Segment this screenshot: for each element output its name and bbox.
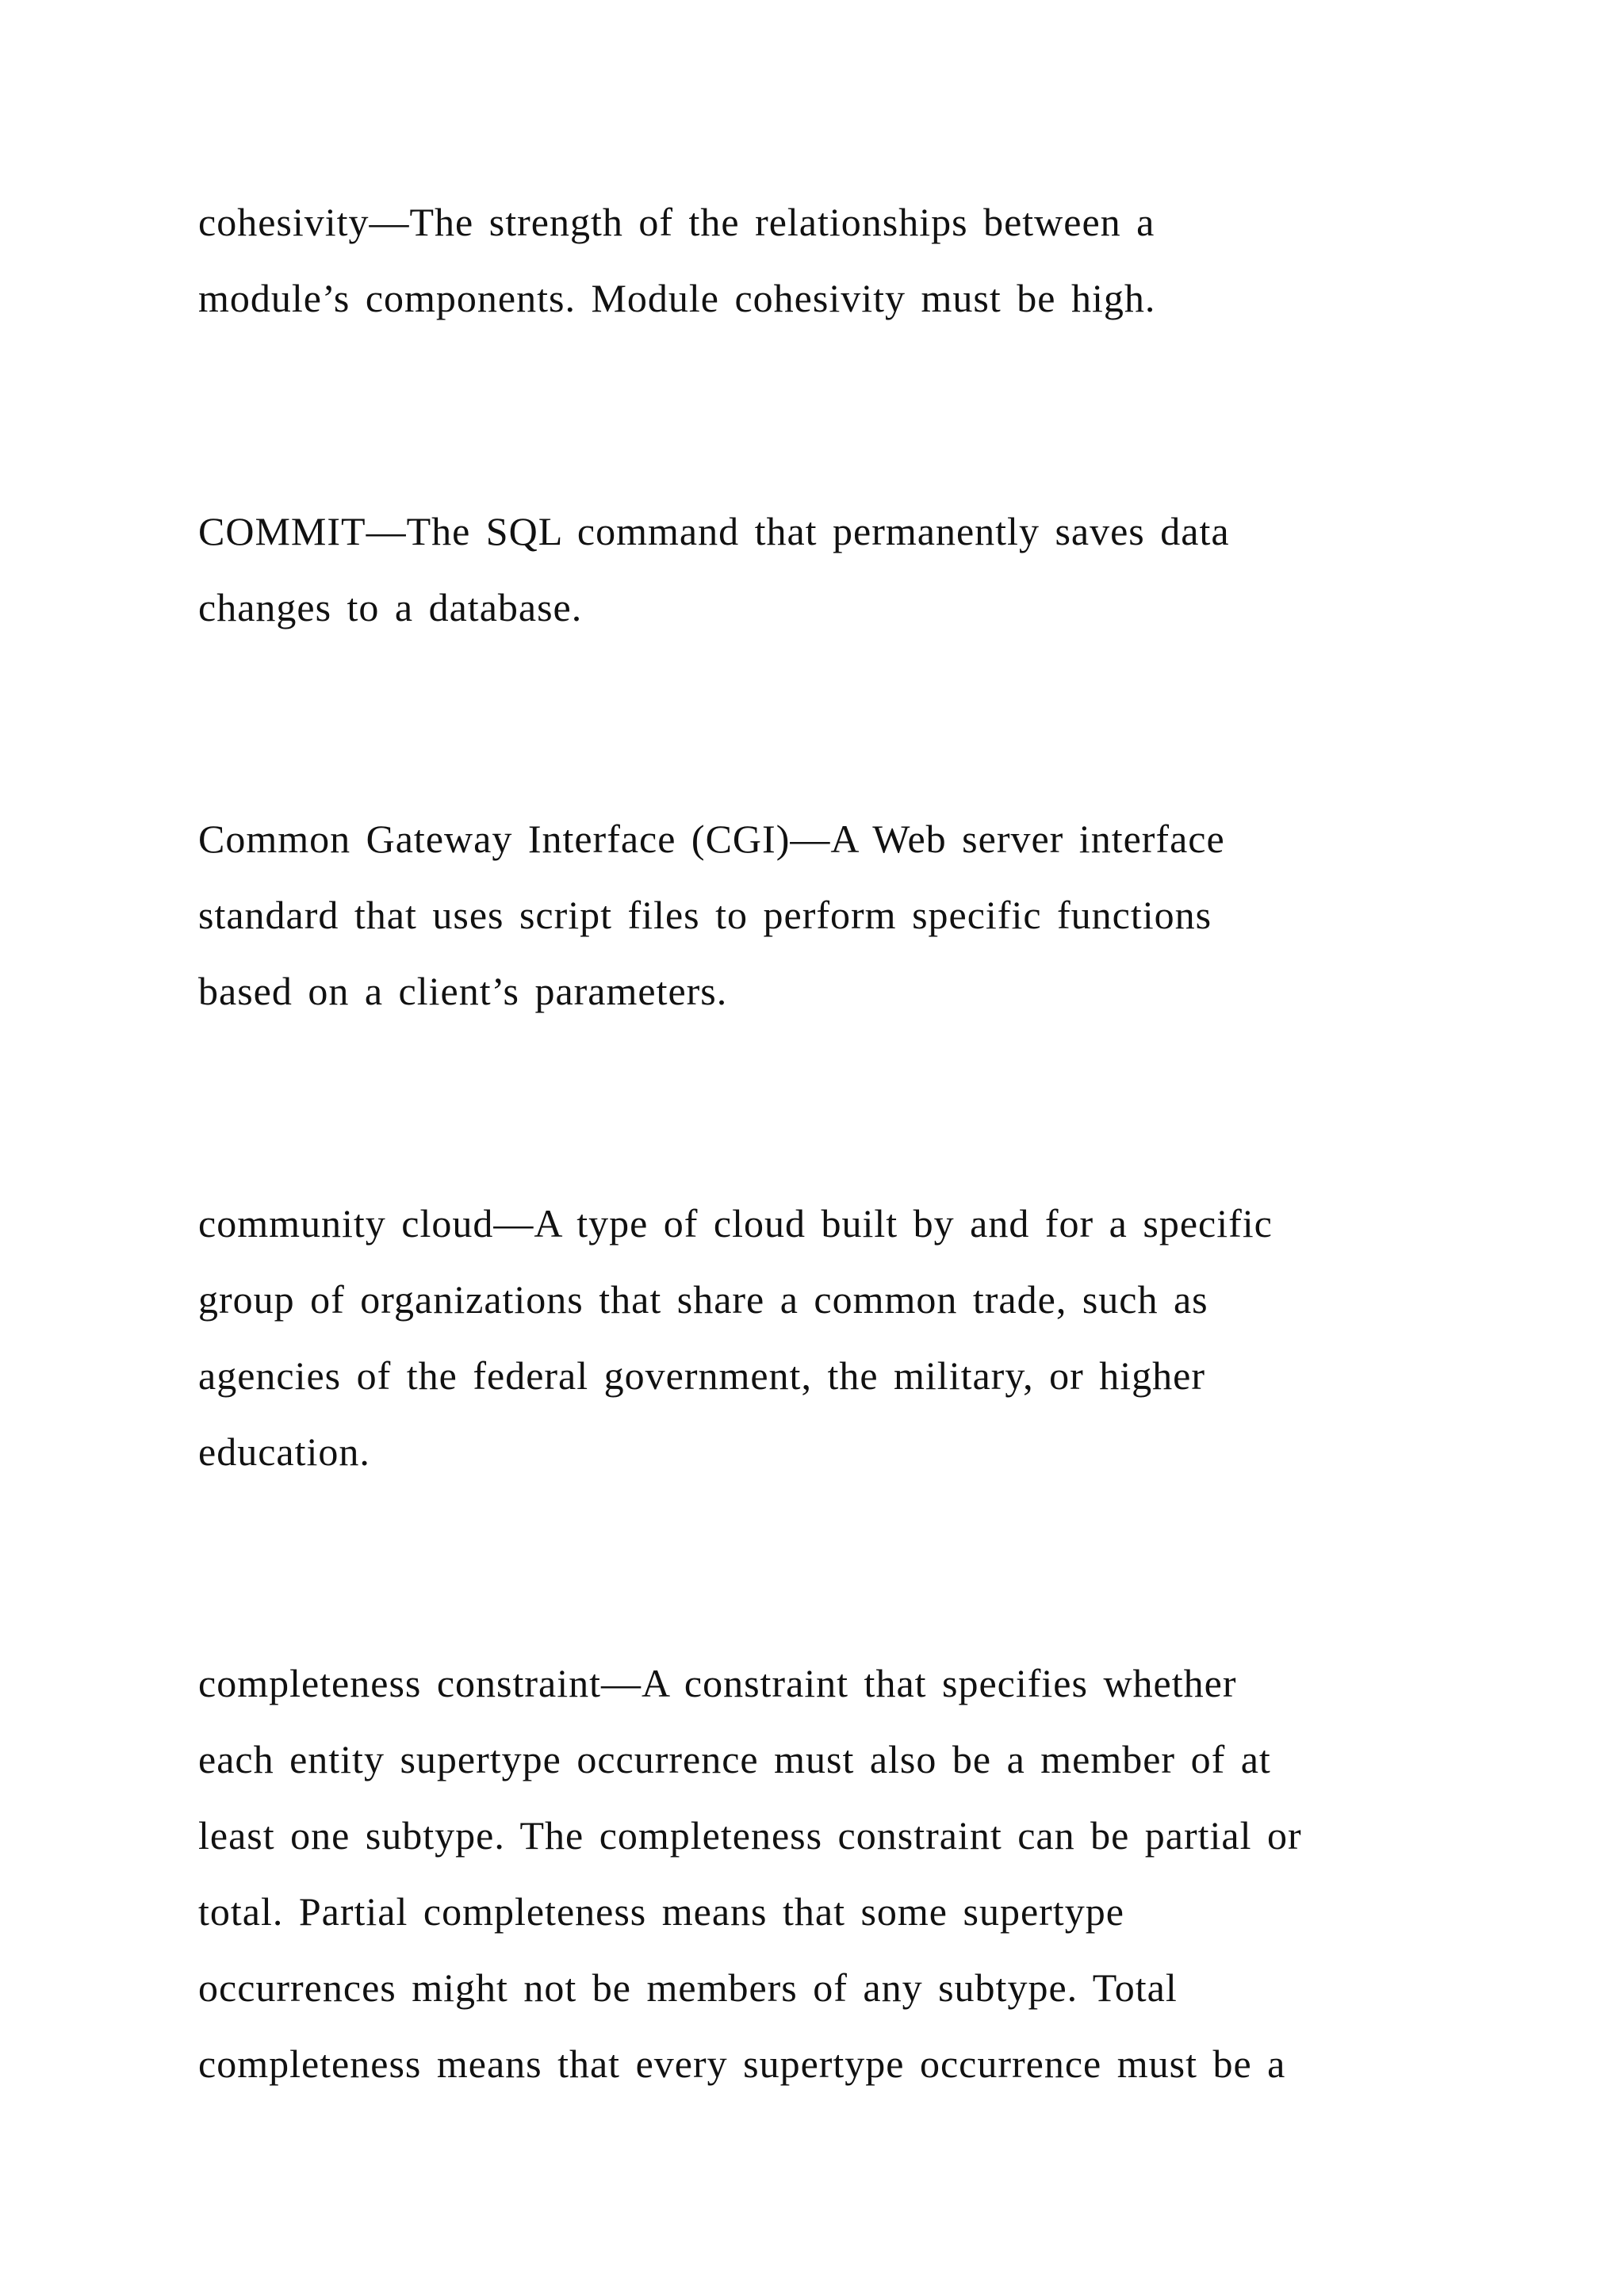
glossary-entry-completeness-constraint — [198, 1645, 1435, 2102]
entry-line: total. Partial completeness means that some supertype — [198, 1889, 1124, 1934]
entry-line: module’s components. Module cohesivity must be high. — [198, 276, 1156, 320]
glossary-entry-cohesivity — [198, 184, 1435, 336]
entry-line: occurrences might not be members of any subtype. Total — [198, 1965, 1178, 2010]
entry-line: agencies of the federal government, the military, or higher — [198, 1353, 1205, 1398]
entry-line: COMMIT—The SQL command that permanently saves data — [198, 509, 1230, 553]
entry-line: education. — [198, 1429, 370, 1474]
glossary-entry-commit — [198, 493, 1435, 645]
entry-line: each entity supertype occurrence must also be a member of at — [198, 1737, 1271, 1781]
entry-line: Common Gateway Interface (CGI)—A Web server interface — [198, 817, 1225, 861]
entry-line: cohesivity—The strength of the relationships between a — [198, 200, 1155, 244]
glossary-entry-cgi — [198, 801, 1435, 1029]
entry-line: standard that uses script files to perform specific functions — [198, 893, 1212, 937]
entry-line: changes to a database. — [198, 585, 583, 629]
entry-line: community cloud—A type of cloud built by and for a specific — [198, 1201, 1273, 1246]
glossary-entry-community-cloud — [198, 1185, 1435, 1490]
entry-line: completeness means that every supertype occurrence must be a — [198, 2042, 1286, 2086]
entry-line: based on a client’s parameters. — [198, 969, 728, 1013]
entry-line: completeness constraint—A constraint that specifies whether — [198, 1661, 1237, 1705]
entry-line: group of organizations that share a common trade, such as — [198, 1277, 1208, 1322]
entry-line: least one subtype. The completeness constraint can be partial or — [198, 1813, 1302, 1858]
